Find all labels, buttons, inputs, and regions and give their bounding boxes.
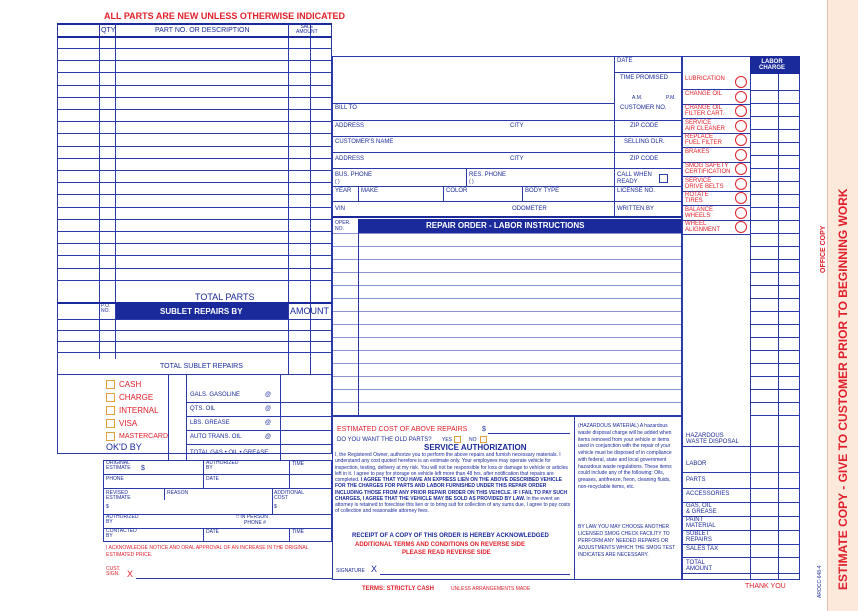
customer-signature-line[interactable] <box>380 574 570 575</box>
parts-row-line <box>57 268 332 269</box>
qty-header: QTY <box>101 27 116 34</box>
call-when-ready-label: CALL WHEN READY <box>617 172 652 186</box>
odometer-label: ODOMETER <box>512 206 547 212</box>
service-circle[interactable] <box>735 207 747 219</box>
payment-checkbox[interactable] <box>106 406 115 415</box>
labor-instruction-line <box>332 350 682 351</box>
sale-amount-header: SALE AMOUNT <box>296 24 318 35</box>
parts-row-line <box>57 194 332 195</box>
parts-banner: ALL PARTS ARE NEW UNLESS OTHERWISE INDICATED <box>104 11 346 21</box>
service-circle[interactable] <box>735 91 747 103</box>
form-number-label: AROCC-648-4 <box>817 565 823 598</box>
address-2-label: ADDRESS <box>335 156 365 162</box>
receipt-text: RECEIPT OF A COPY OF THIS ORDER IS HEREBY ACKNOWLEDGED <box>352 533 549 539</box>
total-sublet-label: TOTAL SUBLET REPAIRS <box>160 363 243 370</box>
parts-row-line <box>57 182 332 183</box>
service-item-label: REPLACE FUEL FILTER <box>685 134 723 147</box>
labor-instruction-line <box>332 246 682 247</box>
total-line-label: GAS, OIL & GREASE <box>686 503 717 516</box>
service-auth-title: SERVICE AUTHORIZATION <box>424 443 527 452</box>
labor-instruction-line <box>332 285 682 286</box>
labor-instruction-line <box>332 259 682 260</box>
phone-label: PHONE <box>106 476 124 482</box>
in-person-label: □ IN PERSON <box>236 514 268 520</box>
labor-instruction-line <box>332 298 682 299</box>
po-no-header: P.O. NO. <box>101 303 111 314</box>
sublet-header: SUBLET REPAIRS BY <box>160 307 243 316</box>
parts-row-line <box>57 280 332 281</box>
fluid-label: GALS. GASOLINE <box>190 392 241 398</box>
office-copy-label: OFFICE COPY <box>820 225 827 273</box>
payment-option-label: CASH <box>119 380 142 389</box>
phone-no-label: PHONE # <box>244 520 266 526</box>
terms-reverse-2: PLEASE READ REVERSE SIDE <box>402 550 491 556</box>
estimated-cost-dollar: $ <box>482 426 486 433</box>
date-field-label: DATE <box>617 58 633 64</box>
old-parts-yes-checkbox[interactable] <box>454 436 461 443</box>
total-gas-label: TOTAL GAS • OIL • GREASE <box>190 450 269 456</box>
parts-row-line <box>57 243 332 244</box>
terms-cash-label: TERMS: STRICTLY CASH <box>362 586 435 592</box>
amount-header: AMOUNT <box>290 306 329 316</box>
total-line-label: PARTS <box>686 477 706 483</box>
color-label: COLOR <box>446 188 468 194</box>
labor-instruction-line <box>332 376 682 377</box>
zip-code-label: ZIP CODE <box>630 123 659 129</box>
payment-checkbox[interactable] <box>106 380 115 389</box>
parts-row-line <box>57 85 332 86</box>
service-item-label: BALANCE WHEELS <box>685 207 714 220</box>
service-circle[interactable] <box>735 149 747 161</box>
res-phone-label: RES. PHONE <box>469 172 507 178</box>
parts-row-line <box>57 133 332 134</box>
make-label: MAKE <box>361 188 379 194</box>
labor-instruction-line <box>332 415 682 416</box>
total-line-label: TOTAL AMOUNT <box>686 560 712 573</box>
parts-row-line <box>57 231 332 232</box>
pm-label: P.M. <box>666 95 676 101</box>
contacted-by-label: CONTACTED BY <box>106 528 137 539</box>
am-label: A.M. <box>632 95 643 101</box>
revised-dollar: $ <box>106 504 109 510</box>
customers-name-label: CUSTOMER'S NAME <box>335 139 394 145</box>
service-item-label: CHANGE OIL <box>685 91 723 97</box>
service-item-label: SERVICE DRIVE BELTS <box>685 178 724 191</box>
service-item-label: LUBRICATION <box>685 76 725 82</box>
service-circle[interactable] <box>735 134 747 146</box>
parts-row-line <box>57 97 332 98</box>
estimate-copy-text: ESTIMATE COPY - GIVE TO CUSTOMER PRIOR TO BEGINNING WORK <box>836 188 850 590</box>
estimated-cost-field[interactable] <box>488 433 570 434</box>
reason-label: REASON <box>167 490 189 496</box>
selling-dlr-label: SELLING DLR. <box>624 139 665 145</box>
bus-phone-paren: ( ) <box>335 179 340 185</box>
total-line-label: PAINT MATERIAL <box>686 517 716 530</box>
parts-row-line <box>57 219 332 220</box>
parts-row-line <box>57 48 332 49</box>
payment-option-label: VISA <box>119 419 138 428</box>
payment-checkbox[interactable] <box>106 432 115 441</box>
fluid-label: AUTO TRANS. OIL <box>190 434 242 440</box>
additional-dollar: $ <box>274 504 277 510</box>
labor-instruction-line <box>332 233 682 234</box>
service-item-label: ROTATE TIRES <box>685 192 709 205</box>
total-line-label: SALES TAX <box>686 546 719 552</box>
cust-signature-line[interactable] <box>136 578 332 579</box>
acknowledge-text: I ACKNOWLEDGE NOTICE AND ORAL APPROVAL OF AN INCREASE IN THE ORIGINAL ESTIMATED PRICE. <box>106 545 309 558</box>
estimated-cost-label: ESTIMATED COST OF ABOVE REPAIRS <box>337 426 468 433</box>
labor-instruction-line <box>332 324 682 325</box>
parts-row-line <box>57 60 332 61</box>
labor-instruction-line <box>332 337 682 338</box>
address-label: ADDRESS <box>335 123 365 129</box>
total-line-label: SUBLET REPAIRS <box>686 531 712 544</box>
total-line-label: ACCESSORIES <box>686 491 730 497</box>
parts-row-line <box>57 158 332 159</box>
labor-instruction-line <box>332 363 682 364</box>
service-circle[interactable] <box>735 192 747 204</box>
parts-row-line <box>57 170 332 171</box>
signature-x: X <box>371 564 378 574</box>
service-item-label: WHEEL ALIGNMENT <box>685 221 721 234</box>
old-parts-no-checkbox[interactable] <box>480 436 487 443</box>
service-item-label: SERVICE AIR CLEANER <box>685 120 726 133</box>
additional-cost-label: ADDITIONAL COST <box>274 490 305 501</box>
parts-row-line <box>57 255 332 256</box>
unless-arrangements-label: UNLESS ARRANGEMENTS MADE <box>451 586 531 592</box>
service-item-label: SMOG SAFETY CERTIFICATION <box>685 163 731 176</box>
okd-by-label: OK'D BY <box>106 442 142 452</box>
res-phone-paren: ( ) <box>469 179 474 185</box>
service-circle[interactable] <box>735 221 747 233</box>
authorized-by-2-label: AUTHORIZED BY <box>106 514 139 525</box>
payment-option-label: MASTERCARD <box>119 433 169 440</box>
labor-instruction-line <box>332 272 682 273</box>
fluid-at-sign: @ <box>265 434 272 440</box>
yes-label: YES <box>442 437 453 443</box>
service-circle[interactable] <box>735 178 747 190</box>
total-line-label: HAZARDOUS WASTE DISPOSAL <box>686 433 739 446</box>
payment-checkbox[interactable] <box>106 393 115 402</box>
labor-instruction-line <box>332 389 682 390</box>
signature-label: SIGNATURE <box>336 568 365 574</box>
parts-row-line <box>57 146 332 147</box>
payment-option-label: INTERNAL <box>119 406 159 415</box>
want-old-parts-label: DO YOU WANT THE OLD PARTS? <box>337 437 432 443</box>
service-circle[interactable] <box>735 76 747 88</box>
fluid-label: QTS. OIL <box>190 406 216 412</box>
date-2-label: DATE <box>206 529 219 535</box>
written-by-label: WRITTEN BY <box>617 206 654 212</box>
bus-phone-label: BUS. PHONE <box>335 172 373 178</box>
lien-tail-text: In the event an attorney is retained to foreclose this lien or to bring suit for collection of any sums due, I agree to pay costs of collection and reasonable attorney fees. <box>335 495 571 515</box>
no-label: NO <box>469 437 477 443</box>
fluid-at-sign: @ <box>265 392 272 398</box>
smog-text: BY LAW YOU MAY CHOOSE ANOTHER LICENSED SMOG CHECK FACILITY TO PERFORM ANY NEEDED REPAIRS OR ADJUSTMENTS WHICH THE SMOG TEST INDICATES ARE NECESSARY. <box>578 524 676 558</box>
time-label: TIME <box>292 461 304 467</box>
time-2-label: TIME <box>292 529 304 535</box>
service-item-label: BRAKES <box>685 149 710 155</box>
labor-instruction-line <box>332 311 682 312</box>
cust-sign-label: CUST. SIGN. <box>106 566 121 577</box>
parts-row-line <box>57 121 332 122</box>
repair-order-header: REPAIR ORDER - LABOR INSTRUCTIONS <box>426 221 585 230</box>
year-label: YEAR <box>335 188 352 194</box>
parts-row-line <box>57 109 332 110</box>
city-2-label: CITY <box>510 156 524 162</box>
call-when-ready-checkbox[interactable] <box>659 174 668 183</box>
date-label: DATE <box>206 476 219 482</box>
original-estimate-dollar: $ <box>141 465 145 472</box>
fluid-at-sign: @ <box>265 406 272 412</box>
original-estimate-label: ORIGINAL ESTIMATE <box>106 460 131 471</box>
payment-checkbox[interactable] <box>106 419 115 428</box>
labor-instruction-line <box>332 402 682 403</box>
service-circle[interactable] <box>735 163 747 175</box>
fluid-at-sign: @ <box>265 420 272 426</box>
parts-row-line <box>57 207 332 208</box>
service-item-label: CHANGE OIL FILTER CART. <box>685 105 725 118</box>
terms-reverse-1: ADDITIONAL TERMS AND CONDITIONS ON REVERSE SIDE <box>355 542 526 548</box>
parts-row-line <box>57 72 332 73</box>
customer-no-label: CUSTOMER NO. <box>620 105 667 111</box>
service-circle[interactable] <box>735 105 747 117</box>
part-desc-header: PART NO. OR DESCRIPTION <box>155 27 250 34</box>
license-no-label: LICENSE NO. <box>617 188 656 194</box>
auth-text: I, the Registered Owner, authorize you to perform the above repairs and furnish necessary materials. I understand any cost quoted herefore is an estimate only. Your employees may operate vehicle for inspection, testing, delivery at my risk. You will not be responsible for loss or damage to vehicle or articles left in it. I agree to pay for storage on vehicle left more than 48 hrs. after notification that repairs are completed. <box>335 452 568 483</box>
total-parts-label: TOTAL PARTS <box>195 292 255 302</box>
authorized-by-label: AUTHORIZED BY <box>206 460 239 471</box>
revised-estimate-label: REVISED ESTIMATE <box>106 490 131 501</box>
bill-to-label: BILL TO <box>335 105 357 111</box>
body-type-label: BODY TYPE <box>525 188 560 194</box>
zip-code-2-label: ZIP CODE <box>630 156 659 162</box>
city-label: CITY <box>510 123 524 129</box>
cust-sign-x: X <box>127 569 134 579</box>
total-line-label: LABOR <box>686 461 707 467</box>
hazard-text: (HAZARDOUS MATERIAL) A hazardous waste disposal charge will be added when items removed from your vehicle or items used in conjunction with the repair of your vehicle must be disposed of in compliance with federal, state and local government hazardous waste regulations. These items could include any of the following: Oils, greases, antifreeze, freon, cleaning fluids, non-recyclable items, etc. <box>578 423 672 490</box>
labor-charge-header: LABOR CHARGE <box>759 59 786 71</box>
thank-you-label: THANK YOU <box>745 583 786 590</box>
oper-no-header: OPER. NO. <box>335 220 351 232</box>
time-promised-label: TIME PROMISED <box>620 75 669 81</box>
fluid-label: LBS. GREASE <box>190 420 230 426</box>
payment-option-label: CHARGE <box>119 393 154 402</box>
vin-label: VIN <box>335 206 346 212</box>
service-circle[interactable] <box>735 120 747 132</box>
lien-text: I AGREE THAT YOU HAVE AN EXPRESS LIEN ON THE ABOVE DESCRIBED VEHICLE FOR THE CHARGES FOR PARTS AND LABOR FURNISHED UNDER THIS REPAIR ORDER INCLUDING THOSE FROM ANY PRIOR REPAIR ORDER ON THIS VEHICLE. IF I FAIL TO PAY SUCH CHARGES, I AGREE THAT THE VEHICLE MAY BE SOLD AS PROVIDED BY LAW. <box>335 477 568 502</box>
